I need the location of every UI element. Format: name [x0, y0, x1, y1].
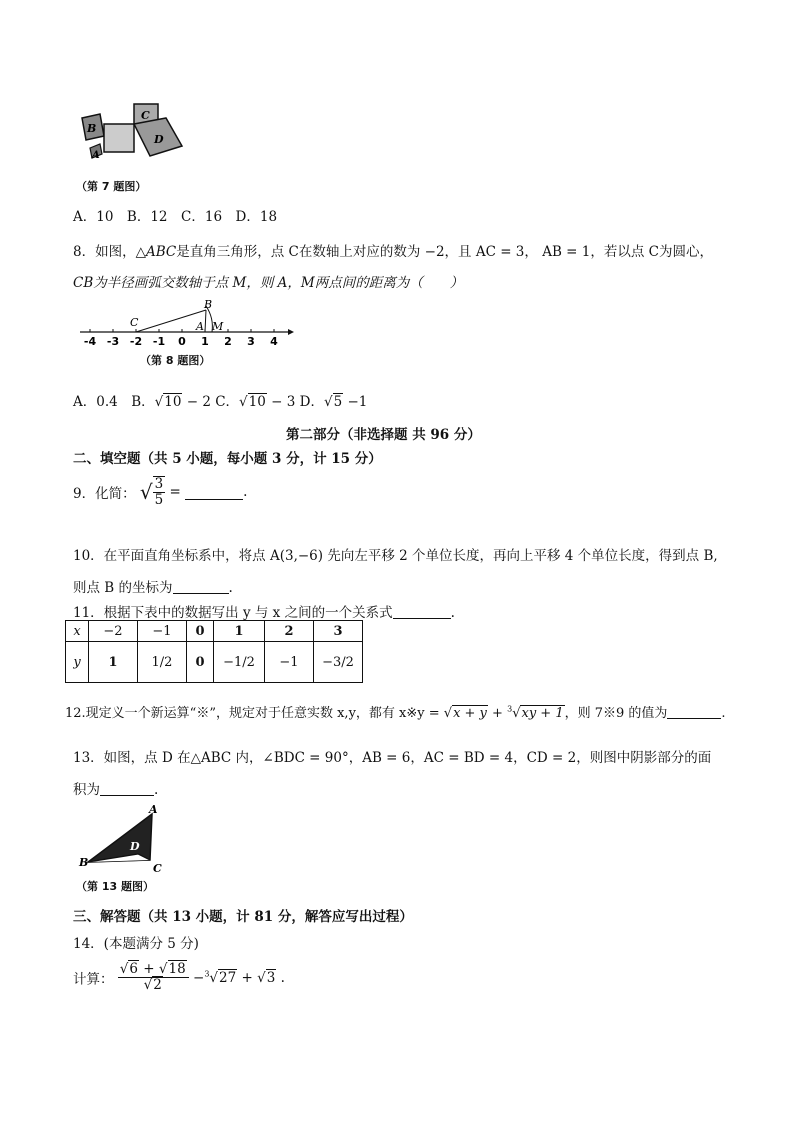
q12: 12.现定义一个新运算“※”，规定对于任意实数 x,y，都有 x※y = √x + y + $^3$√xy + 1，则 7※9 的值为 .	[65, 704, 726, 721]
q13-line2: 积为 .	[73, 782, 159, 798]
section3-title: 三、解答题（共 13 小题，计 81 分，解答应写出过程）	[73, 909, 413, 925]
label-d: D	[154, 133, 164, 146]
axis-tick-label: -1	[152, 335, 166, 348]
axis-tick-label: 4	[270, 335, 278, 348]
label-m: M	[212, 320, 224, 333]
axis-tick-label: 3	[247, 335, 255, 348]
label-b: B	[79, 856, 89, 869]
q8-number-line	[76, 296, 296, 348]
part2-title: 第二部分（非选择题 共 96 分）	[286, 427, 481, 443]
q8-line2: CB为半径画弧交数轴于点 M，则 A，M两点间的距离为（ ）	[73, 275, 464, 291]
label-b: B	[204, 298, 213, 311]
q8-line1: 8．如图，△ABC是直角三角形，点 C在数轴上对应的数为 −2，且 AC = 3， AB = 1，若以点 C为圆心，	[73, 244, 713, 260]
table-cell: 1/2	[138, 642, 187, 683]
section2-title: 二、填空题（共 5 小题，每小题 3 分，计 15 分）	[73, 451, 382, 467]
table-cell: 1	[89, 642, 138, 683]
table-cell: 3	[314, 621, 363, 642]
label-a: A	[92, 150, 100, 161]
q14-expression: 计算： $\frac{√6 + √18}{√2}$ −$^3$√27 + √3 .	[73, 961, 285, 993]
label-a: A	[196, 320, 204, 333]
q8-options: A．0.4 B．√10 − 2 C．√10 − 3 D．√5 −1	[73, 394, 368, 410]
table-cell: −1	[265, 642, 314, 683]
q11-text: 11．根据下表中的数据写出 y 与 x 之间的一个关系式 .	[73, 605, 455, 621]
axis-tick-label: 1	[201, 335, 209, 348]
q13-caption: （第 13 题图）	[76, 880, 154, 893]
table-cell: −2	[89, 621, 138, 642]
q13-line1: 13．如图，点 D 在△ABC 内，∠BDC = 90°，AB = 6，AC = BD = 4，CD = 2，则图中阴影部分的面	[73, 750, 712, 766]
q11-table	[65, 620, 363, 683]
label-a: A	[149, 803, 158, 816]
table-cell: 2	[265, 621, 314, 642]
axis-tick-label: -4	[83, 335, 97, 348]
q7-figure	[70, 100, 190, 172]
table-header-x: x	[66, 621, 89, 642]
q10-line2: 则点 B 的坐标为 .	[73, 580, 233, 596]
label-c: C	[141, 109, 150, 122]
label-c: C	[153, 862, 162, 874]
axis-tick-label: -2	[129, 335, 143, 348]
table-cell: −1	[138, 621, 187, 642]
table-cell: 0	[187, 621, 214, 642]
square-left-mid	[104, 124, 134, 152]
label-b: B	[87, 122, 97, 135]
q10-line1: 10．在平面直角坐标系中，将点 A(3,−6) 先向左平移 2 个单位长度，再向上平移 4 个单位长度，得到点 B,	[73, 548, 718, 564]
axis-tick-label: -3	[106, 335, 120, 348]
q14-title: 14．(本题满分 5 分)	[73, 936, 199, 952]
q8-caption: （第 8 题图）	[140, 354, 211, 367]
axis-tick-label: 2	[224, 335, 232, 348]
table-cell: 1	[214, 621, 265, 642]
q7-caption: （第 7 题图）	[76, 180, 147, 193]
table-cell: −3/2	[314, 642, 363, 683]
label-c: C	[130, 316, 139, 329]
label-d: D	[130, 840, 140, 853]
q9: 9．化简： √ $\frac{3}{5}$ = .	[73, 476, 248, 508]
table-cell: −1/2	[214, 642, 265, 683]
table-cell: 0	[187, 642, 214, 683]
table-row	[66, 621, 363, 642]
table-row	[66, 642, 363, 683]
table-header-y: y	[66, 642, 89, 683]
q13-figure	[78, 802, 174, 874]
q7-options: A．10 B．12 C．16 D．18	[73, 209, 278, 225]
axis-tick-label: 0	[178, 335, 186, 348]
